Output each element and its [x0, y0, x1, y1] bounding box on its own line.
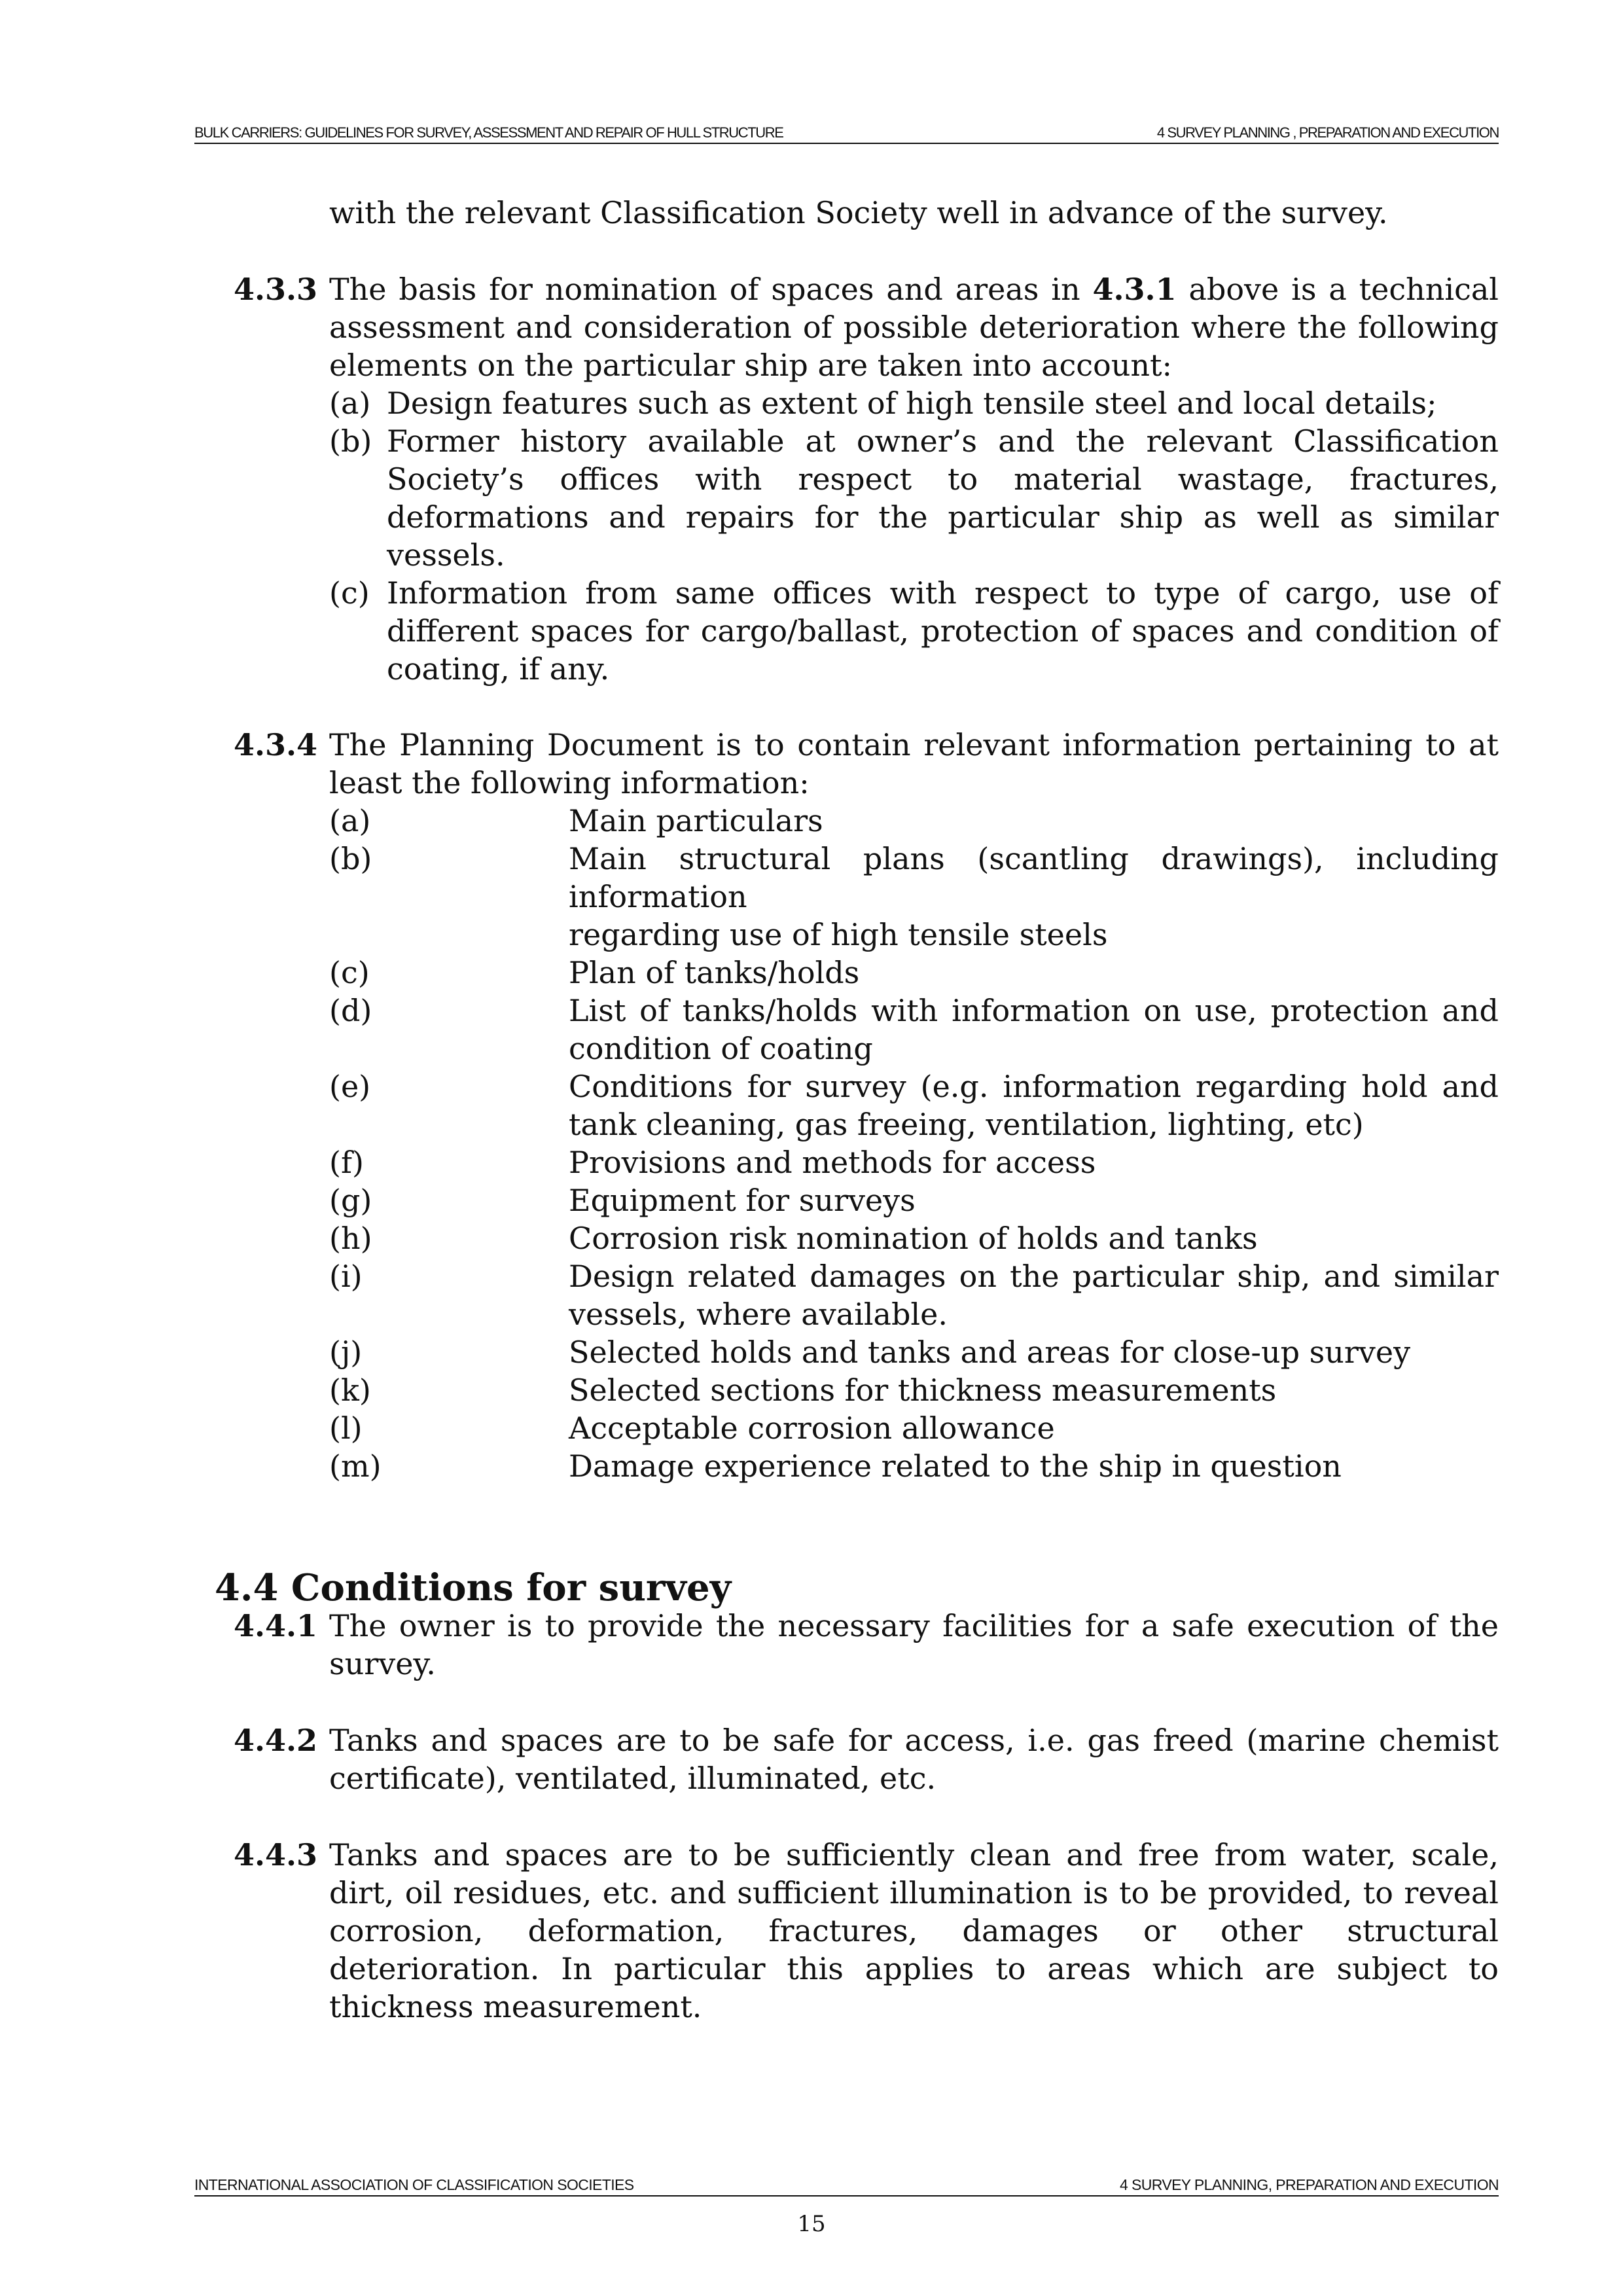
list-item: [329, 1447, 1499, 1485]
section-heading-4-4: 4.4 Conditions for survey: [215, 1566, 732, 1609]
footer-chapter: 4 SURVEY PLANNING, PREPARATION AND EXECUTION: [1120, 2176, 1499, 2193]
list-item-text: Equipment for surveys: [569, 1183, 916, 1218]
list-item: [329, 992, 1499, 1067]
paragraph-4-4-1: [234, 1607, 1499, 1683]
paragraph-text: Tanks and spaces are to be safe for access, i.e. gas freed (marine chemist certificate), ventilated, illuminated, etc.: [329, 1723, 1499, 1796]
paragraph-text: The owner is to provide the necessary facilities for a safe execution of the survey.: [329, 1608, 1499, 1681]
list-item: [329, 1181, 1499, 1219]
paragraph-number: 4.3.4: [234, 727, 318, 762]
sub-item-label: (b): [329, 423, 372, 459]
list-item-label: (b): [329, 841, 372, 876]
list-item-label: (m): [329, 1448, 382, 1484]
paragraph-number: 4.4.2: [234, 1723, 318, 1758]
list-item-text: Damage experience related to the ship in question: [569, 1448, 1342, 1484]
list-item: [329, 1219, 1499, 1257]
running-header: [194, 117, 1499, 144]
page-number: 15: [797, 2211, 826, 2237]
paragraph-number: 4.4.3: [234, 1837, 318, 1873]
list-item: [329, 1409, 1499, 1447]
cross-reference: 4.3.1: [1092, 272, 1177, 307]
list-item-text: Design related damages on the particular ship, and similar vessels, where available.: [569, 1259, 1499, 1332]
sub-item-b: [329, 422, 1499, 574]
list-item: [329, 1067, 1499, 1143]
list-item-label: (d): [329, 993, 372, 1028]
sub-item-text: Former history available at owner’s and the relevant Classification Society’s offices with respect to material wastage, fractures, deformations and repairs for the particular ship as well as similar vessels.: [387, 423, 1499, 573]
paragraph-text: The basis for nomination of spaces and areas in 4.3.1 above is a technical assessment and consideration of possible deterioration where the following elements on the particular ship are taken into account: (a) Design features such as extent of high tensile steel and local details; (b) Former history available at owner’s and the relevant Classification Society’s offices with respect to material wastage, fractures, deformations and repairs for the particular ship as well as similar vessels. (c) Information from same offices with respect to type of cargo, use of different spaces for cargo/ballast, protection of spaces and condition of coating, if any.: [329, 272, 1499, 687]
list-item-label: (h): [329, 1221, 372, 1256]
sub-item-label: (c): [329, 575, 370, 611]
list-item: [329, 1371, 1499, 1409]
paragraph-4-4-3: [234, 1836, 1499, 2026]
list-item-text: Main structural plans (scantling drawings), including information regarding use of high tensile steels: [569, 841, 1499, 952]
list-item: [329, 1333, 1499, 1371]
list-item: [329, 802, 1499, 840]
paragraph-number: 4.4.1: [234, 1608, 318, 1643]
paragraph-text: The Planning Document is to contain relevant information pertaining to at least the following information: (a) Main particulars (b) Main structural plans (scantling drawings), including information regarding use of high tensile steels (c) Plan of tanks/holds (d) List of tanks/holds with information on use, protection and condition of coating (e) Conditions for survey (e.g. information regarding hold and tank cleaning, gas freeing, ventilation, lighting, etc) (f) Provisions and methods for access (g) Equipment for surveys (h) Corrosion risk nomination of holds and tanks (i) Design related damages on the particular ship, and similar vessels, where available. (j) Selected holds and tanks and areas for close-up survey (k) Selected sections for thickness measurements (l) Acceptable corrosion allowance (m) Damage experience related to the ship in question: [329, 727, 1499, 1484]
list-item-label: (l): [329, 1410, 363, 1446]
continuation-line: with the relevant Classification Society well in advance of the survey.: [329, 195, 1388, 230]
list-item-text: List of tanks/holds with information on use, protection and condition of coating: [569, 993, 1499, 1066]
list-item-label: (k): [329, 1372, 371, 1408]
list-item-label: (i): [329, 1259, 363, 1294]
paragraph-number: 4.3.3: [234, 272, 318, 307]
list-item-label: (a): [329, 803, 371, 838]
list-item: [329, 1257, 1499, 1333]
list-item-text: Conditions for survey (e.g. information regarding hold and tank cleaning, gas freeing, ventilation, lighting, etc): [569, 1069, 1499, 1142]
paragraph-4-4-2: [234, 1721, 1499, 1797]
list-item-label: (g): [329, 1183, 372, 1218]
header-title-left: BULK CARRIERS: GUIDELINES FOR SURVEY, ASSESSMENT AND REPAIR OF HULL STRUCTURE: [194, 124, 783, 141]
continuation-text: [234, 194, 1499, 232]
sub-item-text: Information from same offices with respect to type of cargo, use of different spaces for cargo/ballast, protection of spaces and condition of coating, if any.: [387, 575, 1499, 687]
list-item-text: Acceptable corrosion allowance: [569, 1410, 1055, 1446]
header-title-right: 4 SURVEY PLANNING , PREPARATION AND EXECUTION: [1156, 124, 1499, 141]
list-item-label: (e): [329, 1069, 371, 1104]
list-item-text: Corrosion risk nomination of holds and tanks: [569, 1221, 1258, 1256]
list-item: [329, 840, 1499, 954]
sub-item-c: [329, 574, 1499, 688]
list-item-text: Provisions and methods for access: [569, 1145, 1096, 1180]
list-item-text: Selected sections for thickness measurements: [569, 1372, 1277, 1408]
footer-organization: INTERNATIONAL ASSOCIATION OF CLASSIFICATION SOCIETIES: [194, 2176, 634, 2193]
list-item: [329, 1143, 1499, 1181]
list-item-text: Plan of tanks/holds: [569, 955, 860, 990]
paragraph-4-3-4: [234, 726, 1499, 1485]
sub-item-text: Design features such as extent of high tensile steel and local details;: [387, 386, 1437, 421]
paragraph-4-3-3: [234, 270, 1499, 688]
sub-item-a: [329, 384, 1499, 422]
list-item-text: Main particulars: [569, 803, 823, 838]
sub-item-label: (a): [329, 386, 371, 421]
list-item-label: (f): [329, 1145, 364, 1180]
list-item: [329, 954, 1499, 992]
list-item-label: (c): [329, 955, 370, 990]
list-item-text: Selected holds and tanks and areas for close-up survey: [569, 1335, 1411, 1370]
running-footer: [194, 2172, 1499, 2197]
paragraph-text: Tanks and spaces are to be sufficiently clean and free from water, scale, dirt, oil residues, etc. and sufficient illumination is to be provided, to reveal corrosion, deformation, fractures, damages or other structural deterioration. In particular this applies to areas which are subject to thickness measurement.: [329, 1837, 1499, 2024]
list-item-label: (j): [329, 1335, 363, 1370]
